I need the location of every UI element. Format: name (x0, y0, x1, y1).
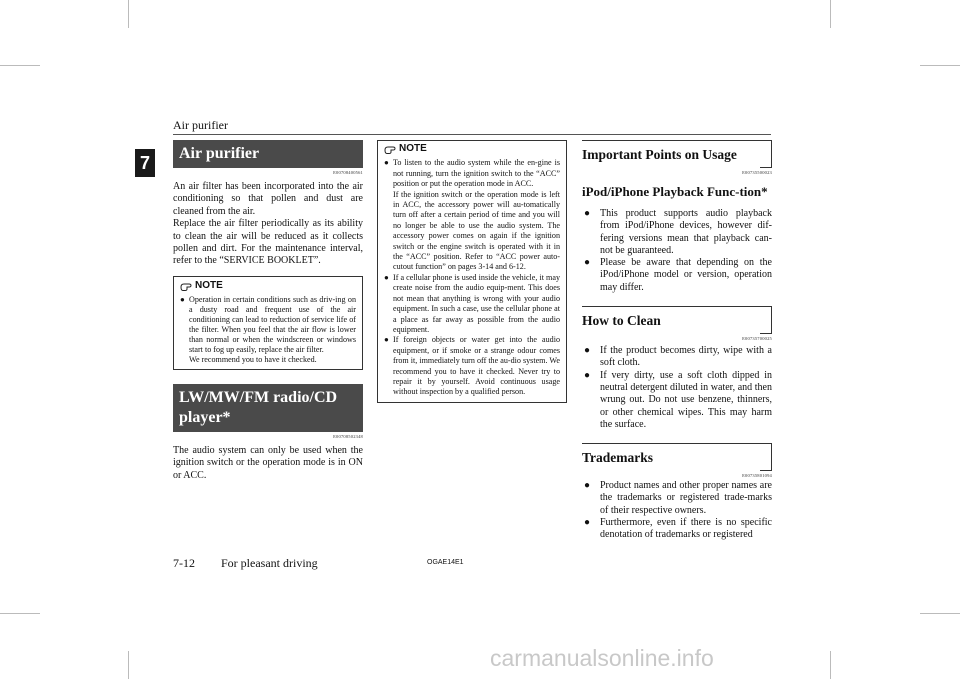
section-code: E00735700025 (742, 336, 772, 342)
bullet-list (582, 345, 772, 431)
section-banner-radio-cd: LW/MW/FM radio/CD player* (173, 384, 363, 432)
chapter-tab: 7 (135, 149, 155, 177)
note-hand-icon (180, 281, 192, 291)
section-code: E00735500023 (742, 170, 772, 175)
section-code: E00735801094 (742, 473, 772, 479)
note-label: NOTE (195, 279, 223, 291)
bullet-icon: ● (384, 335, 389, 345)
note-bullet (384, 335, 560, 397)
note-bullet (180, 295, 356, 365)
paragraph: Replace the air filter periodically as its ability to clean the air will be reduced as it collects pollen and dirt. For the maintenance interval, refer to the “SERVICE BOOKLET”. (173, 218, 363, 267)
bullet-icon: ● (384, 158, 389, 168)
note-text: To listen to the audio system while the en-gine is not running, turn the ignition switch to the “ACC” position or put the operation mode in ACC. (393, 158, 560, 189)
section-title-trademarks: Trademarks (582, 443, 772, 471)
note-hand-icon (384, 144, 396, 154)
crop-mark (830, 651, 831, 679)
section-banner-air-purifier: Air purifier (173, 140, 363, 168)
note-bullet (384, 158, 560, 272)
list-item: ● Please be aware that depending on the iPod/iPhone model or version, operation may differ. (584, 257, 772, 293)
bullet-icon: ● (584, 517, 591, 529)
watermark-text: carmanualsonline.info (490, 645, 714, 671)
note-text: If foreign objects or water get into the audio equipment, or if smoke or a strange odour comes from it, immediately turn off the au-dio system. We recommend you to have it checked. Never try to repair it by yourself. Avoid continuous usage without inspection by a qualified person. (393, 335, 560, 397)
bullet-icon: ● (180, 294, 185, 304)
crop-mark (920, 613, 960, 614)
section-title-how-to-clean: How to Clean (582, 306, 772, 334)
crop-mark (830, 0, 831, 28)
note-bullet (384, 273, 560, 335)
footer-section-name: For pleasant driving (221, 556, 318, 570)
note-text: If a cellular phone is used inside the vehicle, it may create noise from the audio equip-ment. This does not mean that anything is wrong with your audio equipment. In such a case, use the cellular phone at a place as far away as possible from the audio equipment. (393, 272, 560, 334)
header-rule (173, 134, 771, 135)
note-text: Operation in certain conditions such as driv-ing on a dusty road and frequent use of the air conditioning can lead to reduction of service life of the filter. When you feel that the air flow is lower than normal or when the windscreen or windows start to fog up easily, replace the air filter. (189, 294, 356, 354)
paragraph: An air filter has been incorporated into the air conditioning so that pollen and dust are cleaned from the air. (173, 181, 363, 217)
note-header (180, 281, 356, 291)
column-right (582, 140, 772, 542)
section-code: E00708502348 (333, 433, 363, 439)
bullet-icon: ● (584, 480, 591, 492)
note-text: If the ignition switch or the operation mode is left in ACC, the accessory power will au-tomatically turn off after a certain period of time and you will no longer be able to use the audio system. The accessory power comes on again if the ignition switch or the engine switch is operated with it in the “ACC” position. Refer to “ACC power auto-cutout function” on pages 3-14 and 6-12. (393, 189, 560, 272)
column-left (173, 140, 363, 482)
note-header (384, 144, 560, 154)
crop-mark (128, 0, 129, 28)
list-item: ● If the product becomes dirty, wipe with a soft cloth. (584, 345, 772, 369)
bullet-icon: ● (584, 369, 591, 381)
paragraph: The audio system can only be used when the ignition switch or the operation mode is in ON or ACC. (173, 444, 363, 481)
column-middle (377, 140, 567, 403)
crop-mark (128, 651, 129, 679)
bullet-icon: ● (584, 208, 591, 219)
list-item: ● Furthermore, even if there is no specific denotation of trademarks or registered (584, 517, 772, 541)
footer-doc-code: OGAE14E1 (427, 559, 464, 566)
bullet-list (582, 208, 772, 294)
note-label: NOTE (399, 143, 427, 154)
note-box (173, 276, 363, 370)
crop-mark (0, 613, 40, 614)
list-item: ● This product supports audio playback from iPod/iPhone devices, however dif-fering versions mean that playback can-not be guaranteed. (584, 208, 772, 256)
running-header-title: Air purifier (173, 118, 228, 132)
bullet-icon: ● (584, 257, 591, 269)
bullet-icon: ● (384, 272, 389, 282)
subheading-ipod: iPod/iPhone Playback Func-tion* (582, 184, 768, 199)
list-item: ● If very dirty, use a soft cloth dipped in neutral detergent diluted in water, and then wrung out. Do not use benzene, thinners, or other chemical wipes. This may harm the surface. (584, 369, 772, 430)
section-title-important-points: Important Points on Usage (582, 140, 772, 168)
crop-mark (920, 65, 960, 66)
note-text: We recommend you to have it checked. (189, 354, 317, 364)
section-code: E00708400561 (333, 170, 363, 175)
bullet-list (582, 480, 772, 541)
bullet-icon: ● (584, 345, 591, 357)
note-box (377, 140, 567, 403)
list-item: ● Product names and other proper names are the trademarks or registered trade-marks of their respective owners. (584, 480, 772, 516)
crop-mark (0, 65, 40, 66)
page-number: 7-12 (173, 556, 195, 570)
